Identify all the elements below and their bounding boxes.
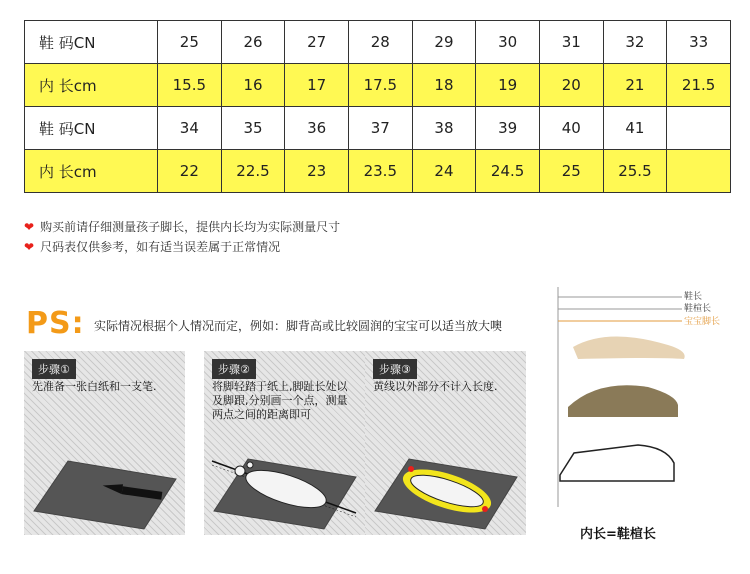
table-cell: 17 <box>285 64 349 107</box>
step-1-text: 先准备一张白纸和一支笔. <box>32 380 157 393</box>
table-cell: 28 <box>348 21 412 64</box>
table-cell: 16 <box>221 64 285 107</box>
table-cell: 21.5 <box>667 64 731 107</box>
table-cell: 40 <box>539 107 603 150</box>
table-cell: 35 <box>221 107 285 150</box>
table-cell: 15.5 <box>158 64 222 107</box>
sneaker-icon <box>560 445 674 481</box>
table-cell: 29 <box>412 21 476 64</box>
table-cell: 30 <box>476 21 540 64</box>
table-cell: 25 <box>539 150 603 193</box>
table-cell: 20 <box>539 64 603 107</box>
table-cell: 37 <box>348 107 412 150</box>
note-1-text: 购买前请仔细测量孩子脚长，提供内长均为实际测量尺寸 <box>40 220 341 234</box>
table-cell: 24.5 <box>476 150 540 193</box>
row-label: 内 长cm <box>25 64 158 107</box>
table-cell: 18 <box>412 64 476 107</box>
shoe-last-icon <box>568 385 678 417</box>
table-cell <box>667 150 731 193</box>
table-cell: 24 <box>412 150 476 193</box>
heart-icon: ❤ <box>24 240 35 254</box>
table-row <box>25 107 731 150</box>
note-2-text: 尺码表仅供参考，如有适当误差属于正常情况 <box>40 240 281 254</box>
step-1-card <box>24 351 185 535</box>
table-cell: 27 <box>285 21 349 64</box>
label-shoe-length: 鞋长 <box>684 292 703 302</box>
size-chart-table <box>24 20 731 193</box>
table-cell: 32 <box>603 21 667 64</box>
table-cell: 25 <box>158 21 222 64</box>
label-last-length: 鞋楦长 <box>684 304 712 314</box>
table-cell: 19 <box>476 64 540 107</box>
table-cell: 17.5 <box>348 64 412 107</box>
table-cell: 22 <box>158 150 222 193</box>
table-cell: 39 <box>476 107 540 150</box>
table-cell: 41 <box>603 107 667 150</box>
row-label: 鞋 码CN <box>25 21 158 64</box>
table-row <box>25 150 731 193</box>
step-3-text: 黄线以外部分不计入长度. <box>373 380 498 393</box>
step-3-card <box>365 351 526 535</box>
step-3-badge: 步骤③ <box>373 359 417 379</box>
table-cell: 31 <box>539 21 603 64</box>
table-cell: 26 <box>221 21 285 64</box>
row-label: 内 长cm <box>25 150 158 193</box>
step-1-badge: 步骤① <box>32 359 76 379</box>
notes <box>24 217 340 257</box>
note-2 <box>24 237 340 257</box>
table-cell: 36 <box>285 107 349 150</box>
row-label: 鞋 码CN <box>25 107 158 150</box>
heart-icon: ❤ <box>24 220 35 234</box>
step-2-badge: 步骤② <box>212 359 256 379</box>
footprint-icon <box>573 336 685 359</box>
note-1 <box>24 217 340 237</box>
inner-length-caption: 内长=鞋楦长 <box>580 527 656 542</box>
step-2-text: 将脚轻踏于纸上,脚趾长处以及脚跟,分别画一个点，测量两点之间的距离即可 <box>212 380 348 421</box>
table-cell: 23 <box>285 150 349 193</box>
table-row <box>25 21 731 64</box>
table-cell: 25.5 <box>603 150 667 193</box>
label-foot-length: 宝宝脚长 <box>684 317 721 327</box>
ps-text: 实际情况根据个人情况而定，例如：脚背高或比较圆润的宝宝可以适当放大噢 <box>94 319 503 333</box>
shoe-length-diagram <box>548 287 738 509</box>
ps-logo: PS: <box>26 306 85 341</box>
table-cell: 33 <box>667 21 731 64</box>
table-cell: 34 <box>158 107 222 150</box>
step-2-card <box>204 351 365 535</box>
table-cell: 21 <box>603 64 667 107</box>
table-cell <box>667 107 731 150</box>
table-cell: 38 <box>412 107 476 150</box>
table-row <box>25 64 731 107</box>
table-cell: 23.5 <box>348 150 412 193</box>
table-cell: 22.5 <box>221 150 285 193</box>
